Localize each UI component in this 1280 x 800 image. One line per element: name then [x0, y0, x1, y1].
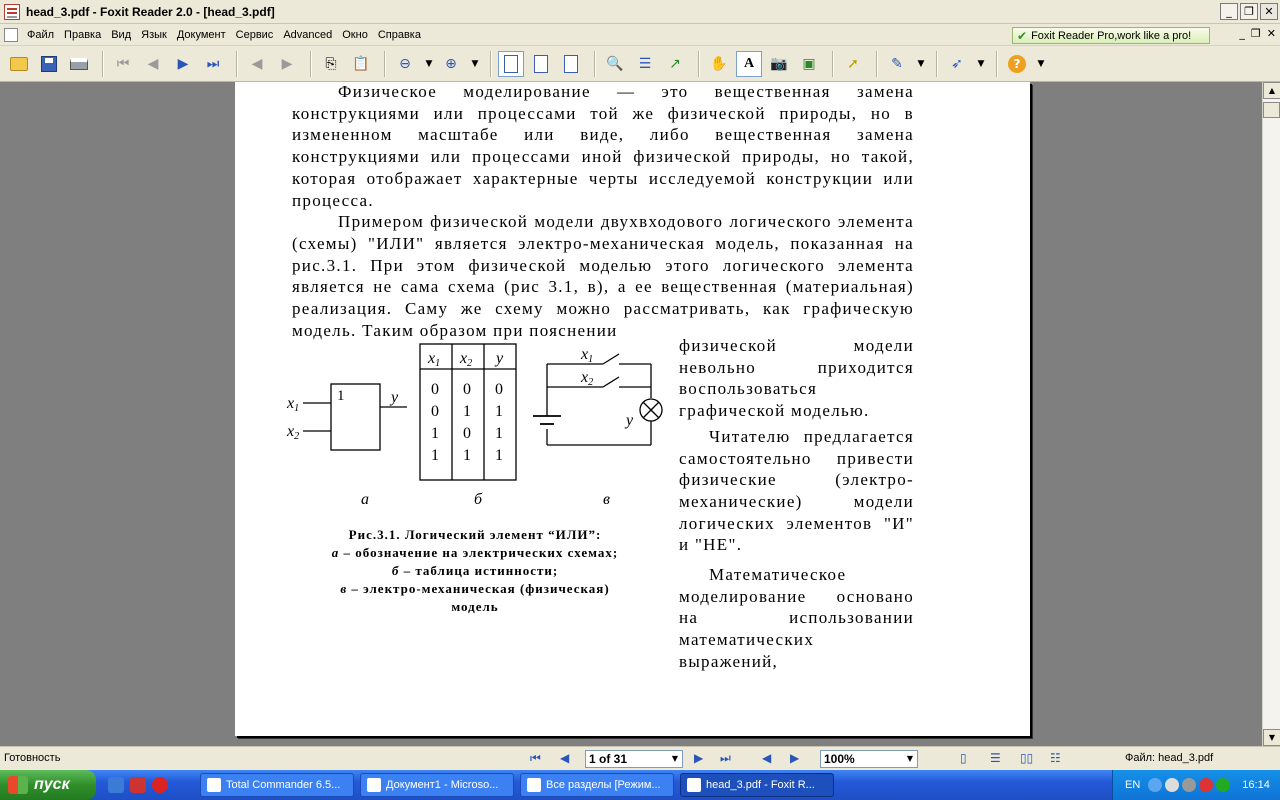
truth-cell: 1 — [431, 447, 439, 464]
copy-button[interactable]: ⎘ — [325, 55, 337, 72]
status-text: Готовность — [4, 752, 61, 764]
word-icon — [527, 778, 541, 792]
page-icon — [504, 55, 518, 73]
language-indicator[interactable]: EN — [1125, 779, 1141, 791]
menu-window[interactable]: Окно — [342, 28, 368, 41]
bookmarks-button[interactable]: ☰ — [638, 55, 652, 72]
promo-text: Foxit Reader Pro,work like a pro! — [1031, 29, 1192, 42]
image-select-button[interactable]: ▣ — [802, 55, 816, 72]
previous-page-button[interactable]: ◀ — [147, 55, 159, 72]
figure-caption: Рис.3.1. Логический элемент “ИЛИ”: а – обозначение на электрических схемах; б – таблица истинности; в – электро-механическая (физическая) модель — [285, 526, 665, 616]
link-button[interactable]: ↗ — [669, 55, 681, 72]
opera-icon[interactable] — [152, 777, 168, 793]
printer-icon — [70, 58, 88, 70]
status-previous-page-button[interactable]: ◀ — [560, 751, 570, 765]
tray-network-icon[interactable] — [1182, 778, 1196, 792]
leaf-icon: ✔ — [1017, 28, 1028, 43]
help-icon: ? — [1008, 55, 1026, 73]
annotation-button[interactable]: ✎ — [891, 55, 903, 72]
first-page-button[interactable]: ⏮ — [116, 55, 130, 72]
task-foxit-reader[interactable]: head_3.pdf - Foxit R... — [680, 773, 834, 797]
page-number-field[interactable]: 1 of 31 ▼ — [585, 750, 683, 768]
status-file-name: Файл: head_3.pdf — [1125, 752, 1214, 764]
menu-help[interactable]: Справка — [377, 28, 421, 41]
tray-volume-icon[interactable] — [1165, 778, 1179, 792]
paragraph-physical-modeling: Физическое моделирование — это вещественная замена конструкциями или процессами той же физической природы, но в измененном масштабе или виде, либо вещественная замена конструкциями или процессами иной физической природы, но такой, которая отображает характерные черты исследуемой конструкции или процесса. — [292, 82, 914, 210]
task-all-sections[interactable]: Все разделы [Режим... — [520, 773, 674, 797]
truth-header-y: y — [496, 350, 504, 367]
truth-cell: 0 — [463, 425, 471, 442]
page-dropdown-icon[interactable]: ▼ — [671, 754, 679, 763]
tray-security-icon[interactable] — [1199, 778, 1213, 792]
gate-output-y: y — [391, 389, 399, 406]
browser-icon[interactable] — [108, 777, 124, 793]
clock: 16:14 — [1242, 779, 1270, 791]
body-text-side — [679, 335, 914, 673]
truth-cell: 1 — [495, 447, 503, 464]
paragraph-reader-task: Читателю предлагается самостоятельно привести физические (электро-механические) модели логических элементов "И" и "НЕ". — [679, 426, 914, 555]
page-icon — [534, 55, 548, 73]
gate-input-x2: x2 — [287, 423, 300, 442]
zoom-in-dropdown[interactable]: ▼ — [471, 58, 479, 69]
status-forward-button[interactable]: ▶ — [790, 751, 800, 765]
menu-edit[interactable]: Правка — [64, 28, 102, 41]
task-word-document[interactable]: Документ1 - Microso... — [360, 773, 514, 797]
menu-advanced[interactable]: Advanced — [283, 28, 333, 41]
help-dropdown[interactable]: ▼ — [1037, 58, 1045, 69]
truth-cell: 1 — [495, 425, 503, 442]
zoom-out-button[interactable]: ⊖ — [399, 55, 411, 72]
save-button[interactable] — [36, 51, 62, 77]
menu-view[interactable]: Вид — [111, 28, 132, 41]
gate-label: 1 — [337, 388, 345, 404]
word-icon — [367, 778, 381, 792]
tray-antivirus-icon[interactable] — [1216, 778, 1230, 792]
next-page-button[interactable]: ▶ — [177, 55, 189, 72]
foxit-app-icon[interactable] — [4, 4, 20, 20]
arrow-tool-button[interactable]: ➶ — [951, 55, 963, 72]
status-first-page-button[interactable]: ⏮ — [530, 751, 541, 765]
truth-cell: 1 — [463, 403, 471, 420]
vertical-scrollbar[interactable] — [1262, 82, 1280, 746]
mdi-close-button[interactable]: ✕ — [1266, 27, 1276, 40]
gate-input-x1: x1 — [287, 395, 300, 414]
status-next-page-button[interactable]: ▶ — [694, 751, 704, 765]
document-icon[interactable] — [4, 28, 18, 42]
arrow-tool-dropdown[interactable]: ▼ — [977, 58, 985, 69]
minimize-button[interactable]: _ — [1220, 3, 1238, 20]
quick-launch — [108, 777, 168, 793]
electromechanical-circuit — [533, 354, 662, 445]
menu-file[interactable]: Файл — [27, 28, 55, 41]
hand-tool-button[interactable]: ✋ — [710, 55, 728, 72]
task-total-commander[interactable]: Total Commander 6.5... — [200, 773, 354, 797]
status-back-button[interactable]: ◀ — [762, 751, 772, 765]
lamp-y-label: y — [626, 412, 634, 429]
status-bar — [0, 746, 1280, 770]
snapshot-button[interactable]: 📷 — [770, 55, 788, 72]
scroll-up-button[interactable]: ▲ — [1263, 82, 1280, 99]
close-button[interactable]: ✕ — [1260, 3, 1278, 20]
truth-cell: 0 — [463, 381, 471, 398]
open-button[interactable] — [6, 51, 32, 77]
select-tool-button[interactable]: ➚ — [847, 55, 859, 72]
tray-expand-icon[interactable] — [1148, 778, 1162, 792]
truth-cell: 1 — [463, 447, 471, 464]
truth-cell: 1 — [431, 425, 439, 442]
scroll-thumb[interactable] — [1263, 102, 1280, 118]
menu-document[interactable]: Документ — [176, 28, 226, 41]
save-icon[interactable] — [130, 777, 146, 793]
paragraph-example: Примером физической модели двухвходового логического элемента (схемы) "ИЛИ" является электро-механическая модель, показанная на рис.3.1. При этом физической моделью этого логического элемента является не сама схема (рис 3.1, в), а ее вещественная (материальная) реализация. Саму же схему можно рассматривать, как графическую модель. Таким образом при пояснении — [292, 212, 914, 340]
scroll-down-button[interactable]: ▼ — [1263, 729, 1280, 746]
switch-x2-label: x2 — [581, 369, 594, 388]
caption-title: Рис.3.1. Логический элемент “ИЛИ”: — [348, 527, 602, 542]
paragraph-math-modeling: Математическое моделирование основано на использовании математических выражений, — [679, 565, 914, 671]
window-title: head_3.pdf - Foxit Reader 2.0 - [head_3.pdf] — [26, 4, 275, 19]
truth-cell: 1 — [495, 403, 503, 420]
start-button[interactable]: пуск — [0, 770, 96, 800]
single-page-view-button[interactable]: ▯ — [960, 751, 967, 765]
figure-label-b: б — [474, 491, 483, 508]
fit-width-button[interactable] — [558, 51, 584, 77]
continuous-view-button[interactable]: ☰ — [990, 751, 1001, 765]
windows-flag-icon — [8, 776, 28, 794]
annotation-dropdown[interactable]: ▼ — [917, 58, 925, 69]
total-commander-icon — [207, 778, 221, 792]
paste-button[interactable]: 📋 — [352, 55, 370, 72]
promo-banner[interactable] — [1012, 27, 1210, 44]
back-button[interactable]: ◀ — [251, 55, 263, 72]
truth-cell: 0 — [495, 381, 503, 398]
forward-button[interactable]: ▶ — [281, 55, 293, 72]
figure-3-1 — [285, 334, 665, 509]
figure-label-c: в — [603, 491, 610, 508]
truth-cell: 0 — [431, 403, 439, 420]
paragraph-side-continued: физической модели невольно приходится воспользоваться графической моделью. — [679, 336, 914, 421]
pdf-page — [235, 82, 1030, 736]
system-tray — [1112, 770, 1280, 800]
mdi-minimize-button[interactable]: _ — [1239, 27, 1245, 40]
facing-view-button[interactable]: ▯▯ — [1020, 751, 1034, 765]
switch-x1-label: x1 — [581, 346, 594, 365]
zoom-field[interactable]: 100% ▼ — [820, 750, 918, 768]
zoom-dropdown-icon[interactable]: ▼ — [906, 754, 914, 763]
menu-tools[interactable]: Сервис — [235, 28, 274, 41]
zoom-in-button[interactable]: ⊕ — [445, 55, 457, 72]
foxit-icon — [687, 778, 701, 792]
restore-button[interactable]: ❐ — [1240, 3, 1258, 20]
toolbar — [0, 46, 1280, 82]
page-icon — [564, 55, 578, 73]
zoom-out-dropdown[interactable]: ▼ — [425, 58, 433, 69]
disk-icon — [41, 56, 57, 72]
status-last-page-button[interactable]: ⏭ — [720, 751, 731, 765]
print-button[interactable] — [66, 51, 92, 77]
title-bar — [0, 0, 1280, 24]
truth-header-x2: x2 — [460, 350, 473, 369]
find-button[interactable]: 🔍 — [606, 55, 624, 72]
figure-label-a: а — [361, 491, 369, 508]
fit-page-button[interactable] — [528, 51, 554, 77]
truth-header-x1: x1 — [428, 350, 441, 369]
document-viewport[interactable] — [0, 82, 1262, 746]
continuous-facing-view-button[interactable]: ☷ — [1050, 751, 1061, 765]
body-text-top — [292, 82, 914, 341]
actual-size-button[interactable] — [498, 51, 524, 77]
text-select-button[interactable]: A — [736, 51, 762, 77]
mdi-restore-button[interactable]: ❐ — [1250, 27, 1261, 40]
menu-language[interactable]: Язык — [141, 28, 167, 41]
folder-icon — [10, 57, 28, 71]
last-page-button[interactable]: ⏭ — [206, 55, 220, 72]
truth-cell: 0 — [431, 381, 439, 398]
help-button[interactable] — [1004, 51, 1030, 77]
taskbar — [0, 770, 1280, 800]
